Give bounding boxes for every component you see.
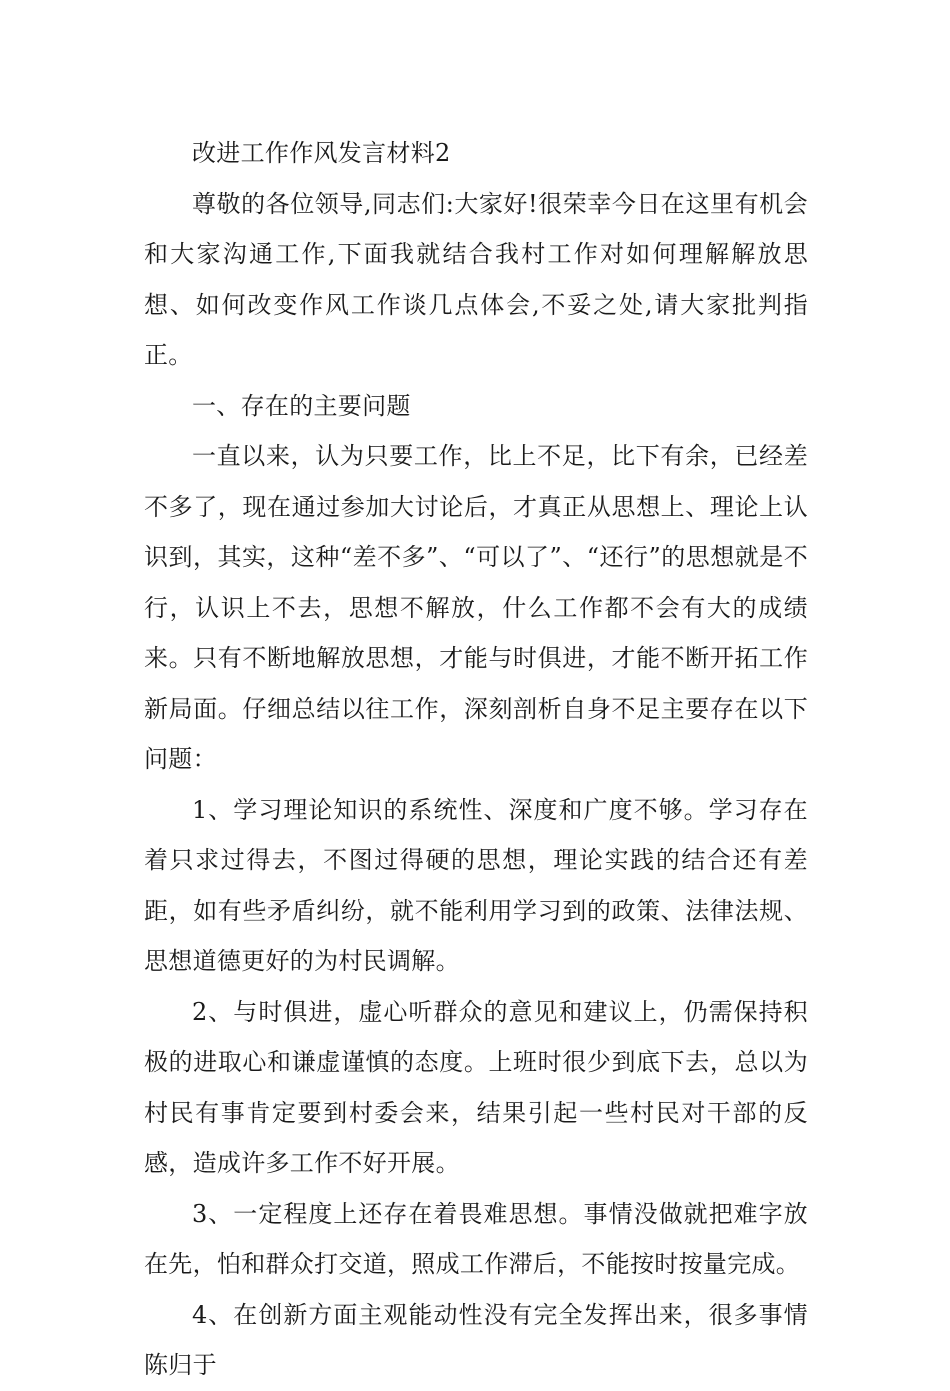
paragraph-self-reflection: 一直以来，认为只要工作，比上不足，比下有余，已经差不多了，现在通过参加大讨论后，才真正从思想上、理论上认识到，其实，这种“差不多”、“可以了”、“还行”的思想就是不行，认识上不去，思想不解放，什么工作都不会有大的成绩来。只有不断地解放思想，才能与时俱进，才能不断开拓工作新局面。仔细总结以往工作，深刻剖析自身不足主要存在以下问题： (144, 442, 808, 773)
paragraph-problem-3: 3、一定程度上还存在着畏难思想。事情没做就把难字放在先，怕和群众打交道，照成工作滞后，不能按时按量完成。 (144, 1199, 808, 1278)
document-body (144, 128, 808, 1391)
document-title: 改进工作作风发言材料2 (192, 139, 451, 167)
paragraph-problem-2: 2、与时俱进，虚心听群众的意见和建议上，仍需保持积极的进取心和谦虚谨慎的态度。上班时很少到底下去，总以为村民有事肯定要到村委会来，结果引起一些村民对干部的反感，造成许多工作不好开展。 (144, 997, 808, 1177)
section-heading-main-problems: 一、存在的主要问题 (192, 391, 411, 420)
paragraph-problem-1: 1、学习理论知识的系统性、深度和广度不够。学习存在着只求过得去，不图过得硬的思想，理论实践的结合还有差距，如有些矛盾纠纷，就不能利用学习到的政策、法律法规、思想道德更好的为村民调解。 (144, 795, 808, 975)
paragraph-greeting: 尊敬的各位领导,同志们:大家好!很荣幸今日在这里有机会和大家沟通工作,下面我就结合我村工作对如何理解解放思想、如何改变作风工作谈几点体会,不妥之处,请大家批判指正。 (144, 189, 808, 369)
paragraph-problem-4: 4、在创新方面主观能动性没有完全发挥出来，很多事情陈归于 (144, 1300, 808, 1379)
